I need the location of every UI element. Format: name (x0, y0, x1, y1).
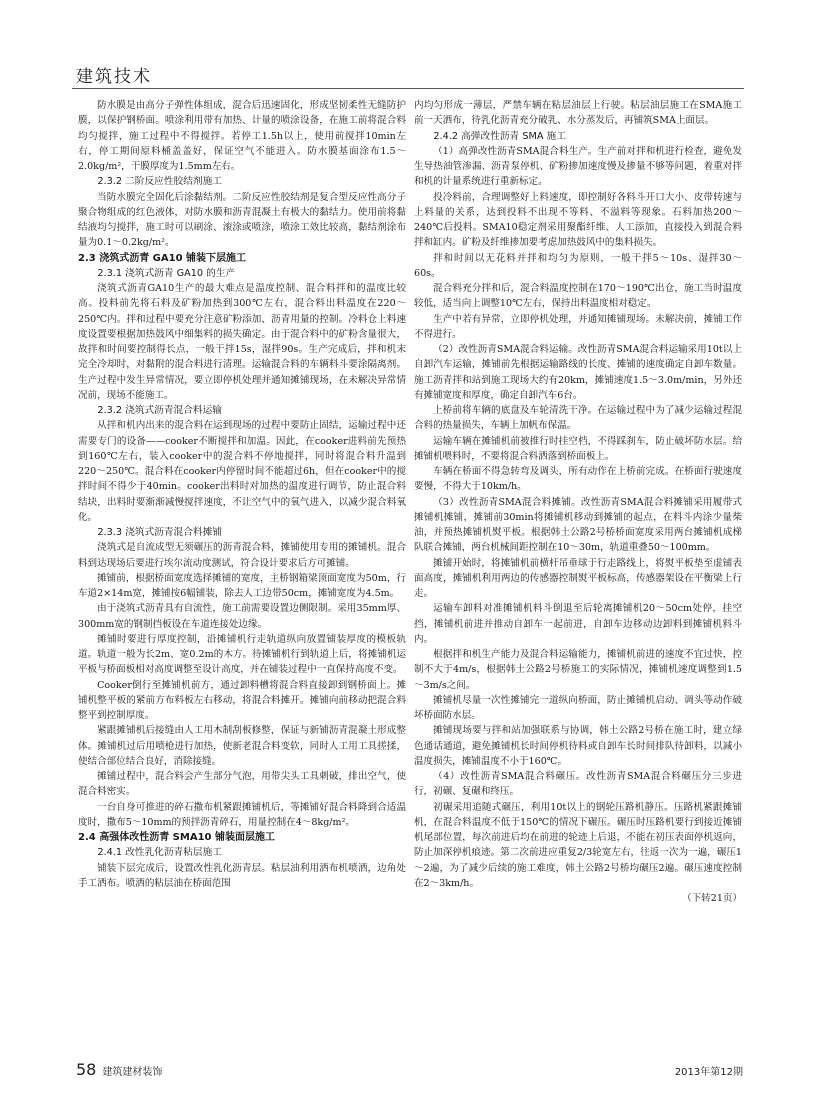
journal-name: 建筑建材装饰 (102, 1067, 163, 1078)
paragraph: 车辆在桥面不得急转弯及调头，所有动作在上桥前完成。在桥面行驶速度要慢，不得大于10km/h。 (414, 466, 742, 493)
paragraph: 上桥前将车辆的底盘及车轮清洗干净。在运输过程中为了减少运输过程混合料的热量损失，车辆上加帆布保温。 (414, 405, 742, 432)
paragraph: （4）改性沥青SMA混合料碾压。改性沥青SMA混合料碾压分三步进行，初碾、复碾和终压。 (414, 771, 742, 798)
paragraph: 摊铺开始时，将摊铺机前横杆吊垂球于行走路线上，将熨平板垫至虚铺表面高度，摊铺机利用两边的传感器控制熨平板标高，传感器架设在平衡梁上行走。 (414, 557, 742, 599)
paragraph: 防水膜是由高分子弹性体组成，混合后迅速固化，形成坚韧柔性无缝防护膜，以保护钢桥面。喷涂利用带有加热、计量的喷涂设备，在施工前将混合料均匀搅拌，施工过程中不得搅拌。若停工1.5h以上，使用前搅拌10min左右，停工期间原料桶盖盖好，保证空气不能进入。防水膜基面涂布1.5～2.0kg/m²，干膜厚度为1.5mm左右。 (78, 100, 406, 172)
paragraph: 初碾采用追随式碾压，利用10t以上的钢轮压路机静压。压路机紧跟摊铺机，在混合料温度不低于150℃的情况下碾压。碾压时压路机要行到接近摊铺机尾部位置，每次前进后均在前进的轮迹上后退，不能在初压表面停机返向，防止加深停机痕迹。第二次前进应重复2/3轮宽左右，往返一次为一遍，碾压1～2遍，为了减少后续的施工难度，韩土公路2号桥均碾压2遍。碾压速度控制在2～3km/h。 (414, 801, 742, 889)
paragraph: 由于浇筑式沥青具有自流性，施工前需要设置边侧限制。采用35mm厚、300mm宽的钢制挡板设在车道连接处边缘。 (78, 603, 406, 630)
paragraph: 运输车辆在摊铺机前被推行时挂空档，不得踩刹车，防止破坏防水层。给摊铺机喂料时，不要将混合料洒落到桥面板上。 (414, 435, 742, 462)
paragraph: 浇筑式沥青GA10生产的最大难点是温度控制、混合料拌和的温度比较高。投料前先将石料及矿粉加热到300℃左右，混合料出料温度在220～250℃内。拌和过程中要充分注意矿粉添加、沥青用量的控制。冷料仓上料速度设置要根据加热鼓风中细集料的损失确定。由于混合料中的矿粉含量很大，故拌和时间要控制得长点，一般干拌15s，湿拌90s。生产完成后，拌和机末完全冷却时，对黏附的混合料进行清理。运输混合料的车辆料斗要涂隔离剂。生产过程中发生异常情况，要立即停机处理并通知摊铺现场，在未解决异常情况前，现场不能施工。 (78, 283, 406, 401)
paragraph: 铺装下层完成后，设置改性乳化沥青层。粘层油利用洒布机喷洒，边角处手工洒布。喷洒的粘层油在桥面范围 (78, 862, 406, 889)
subsection-heading: 2.3.3 浇筑式沥青混合料摊铺 (97, 527, 222, 538)
page-number: 58 (76, 1060, 97, 1079)
paragraph: 摊铺前，根据桥面宽度选择摊铺的宽度，主桥钢箱梁顶面宽度为50m，行车道2×14m宽，摊铺按6幅铺装，除去人工边带50cm，摊铺宽度为4.5m。 (78, 572, 406, 599)
paragraph: 浇筑式是自流成型无须碾压的沥青混合料，摊铺使用专用的摊铺机。混合料到达现场后要进行埃尔流动度测试，符合设计要求后方可摊铺。 (78, 542, 406, 569)
paragraph: 生产中若有异常，立即停机处理，并通知摊铺现场。未解决前，摊铺工作不得进行。 (414, 313, 742, 340)
paragraph: Cooker倒行至摊铺机前方，通过卸料槽将混合料直接卸到钢桥面上。摊铺机整平板的紧前方布料板左右移动，将混合料摊开。摊铺向前移动把混合料整平到控制厚度。 (78, 679, 406, 721)
paragraph: 从拌和机内出来的混合料在运到现场的过程中要防止固结，运输过程中还需要专门的设备——cooker不断搅拌和加温。因此，在cooker进料前先预热到160℃左右，装入cooker中的混合料不停地搅拌，同时将混合料升温到220～250℃。混合料在cooker内停留时间不能超过6h，但在cooker中的搅拌时间不得少于40min。cooker出料时对加热的温度进行调节，防止混合料结块，出料时要渐渐减慢搅拌速度，不让空气中的氧气进入，以减少混合料氧化。 (78, 420, 406, 523)
subsection-heading: 2.4.1 改性乳化沥青粘层施工 (97, 847, 222, 859)
paragraph: 摊铺时要进行厚度控制，沿摊铺机行走轨道纵向放置铺装厚度的模板轨道。轨道一般为长2m、宽0.2m的木方。待摊铺机行到轨道上后，将摊铺机运平板与桥面板相对高度调整至设计高度，并在铺装过程中一直保持高度不变。 (78, 633, 406, 676)
paragraph: 投冷料前，合理调整好上料速度，即控制好各料斗开口大小、皮带转速与上料量的关系，达到投料不出现不等料、不溢料等现象。石料加热200～240℃后投料。SMA10稳定剂采用聚酯纤维、人工添加，直接投入到混合料拌和缸内。矿粉及纤维掺加要考虑加热鼓风中的集料损失。 (414, 191, 742, 249)
footer-left (76, 1060, 162, 1079)
paragraph: 摊铺现场要与拌和站加强联系与协调，韩土公路2号桥在施工时，建立绿色通话通道，避免摊铺机长时间停机待料或自卸车长时间排队待卸料，以减小温度损失，摊铺温度不小于160℃。 (414, 725, 742, 767)
continuation-note: （下转21页） (682, 893, 742, 904)
paragraph: 当防水膜完全固化后涂黏结剂。二阶反应性胶结剂是复合型反应性高分子聚合物组成的红色液体，对防水膜和沥青混凝土有极大的黏结力。使用前将黏结液均匀搅拌，施工时可以刷涂、滚涂或喷涂，喷涂工效比较高，黏结剂涂布量为0.1～0.2kg/m²。 (78, 191, 406, 249)
paragraph: （3）改性沥青SMA混合料摊铺。改性沥青SMA混合料摊铺采用履带式摊铺机摊铺，摊铺前30min将摊铺机移动到摊铺的起点，在料斗内涂少量柴油，并预热摊铺机熨平板。根据韩土公路2号桥桥面宽度采用两台摊铺机成梯队联合摊铺，两台机械间距控制在10～30m，轨道重叠50～100mm。 (414, 496, 742, 554)
header-rule (72, 88, 744, 89)
paragraph: 运输车卸料对准摊铺机料斗倒退至后轮离摊铺机20～50cm处停，挂空挡，摊铺机前进并推动自卸车一起前进，自卸车边移动边卸料到摊铺机料斗内。 (414, 603, 742, 645)
paragraph: （1）高弹改性沥青SMA混合料生产。生产前对拌和机进行检查，避免发生导热油管渗漏、沥青泵停机、矿粉掺加速度慢及掺量不够等问题，着重对拌和机的计量系统进行重新标定。 (414, 145, 742, 188)
subsection-heading: 2.3.2 浇筑式沥青混合料运输 (97, 405, 222, 416)
paragraph: （2）改性沥青SMA混合料运输。改性沥青SMA混合料运输采用10t以上自卸汽车运输，摊铺前先根据运输路线的长度、摊铺的速度确定自卸车数量。施工沥青拌和站到施工现场大约有20km，摊铺速度1.5～3.0m/min，另外还有摊铺宽度和厚度，确定自卸汽车6台。 (414, 344, 742, 401)
subsection-heading: 2.4.2 高弹改性沥青 SMA 施工 (433, 130, 566, 142)
paragraph: 摊铺机尽量一次性摊铺完一道纵向桥面，防止摊铺机启动、调头等动作破坏桥面防水层。 (414, 694, 742, 721)
paragraph: 根据拌和机生产能力及混合料运输能力，摊铺机前进的速度不宜过快，控制不大于4m/s，根据韩土公路2号桥施工的实际情况，摊铺机速度调整到1.5～3m/s之间。 (414, 649, 742, 691)
paragraph: 一台自身可推进的碎石撒布机紧跟摊铺机后，等摊铺好混合料降到合适温度时，撒布5～10mm的预拌沥青碎石，用量控制在4～8kg/m²。 (78, 801, 406, 828)
subsection-heading: 2.3.2 二阶反应性胶结剂施工 (97, 176, 222, 188)
paragraph: 紧跟摊铺机后接缝由人工用木制刮板修整，保证与新铺沥青混凝土形成整体。摊铺机过后用喷枪进行加热，使新老混合料变软，同时人工用工具搓揉，使结合部位结合良好，消除接缝。 (78, 725, 406, 767)
subsection-heading: 2.3.1 浇筑式沥青 GA10 的生产 (97, 267, 236, 279)
right-column (414, 98, 742, 906)
paragraph: 内均匀形成一薄层，严禁车辆在粘层油层上行驶。粘层油层施工在SMA施工前一天洒布，待乳化沥青充分破乳、水分蒸发后，再铺筑SMA上面层。 (414, 100, 742, 127)
issue-label: 2013年第12期 (674, 1067, 743, 1078)
left-column (78, 98, 406, 891)
section-heading: 2.3 浇筑式沥青 GA10 铺装下层施工 (78, 252, 247, 264)
paragraph: 混合料充分拌和后，混合料温度控制在170～190℃出仓，施工当时温度较低，适当向上调整10℃左右，保持出料温度相对稳定。 (414, 283, 742, 310)
paragraph: 拌和时间以无花料并拌和均匀为原则，一般干拌5～10s、湿拌30～60s。 (414, 252, 742, 279)
header-title: 建筑技术 (76, 67, 152, 87)
section-heading: 2.4 高强体改性沥青 SMA10 铺装面层施工 (78, 832, 275, 843)
paragraph: 摊铺过程中，混合料会产生部分气泡，用带尖头工具刺破，排出空气，使混合料密实。 (78, 771, 406, 798)
